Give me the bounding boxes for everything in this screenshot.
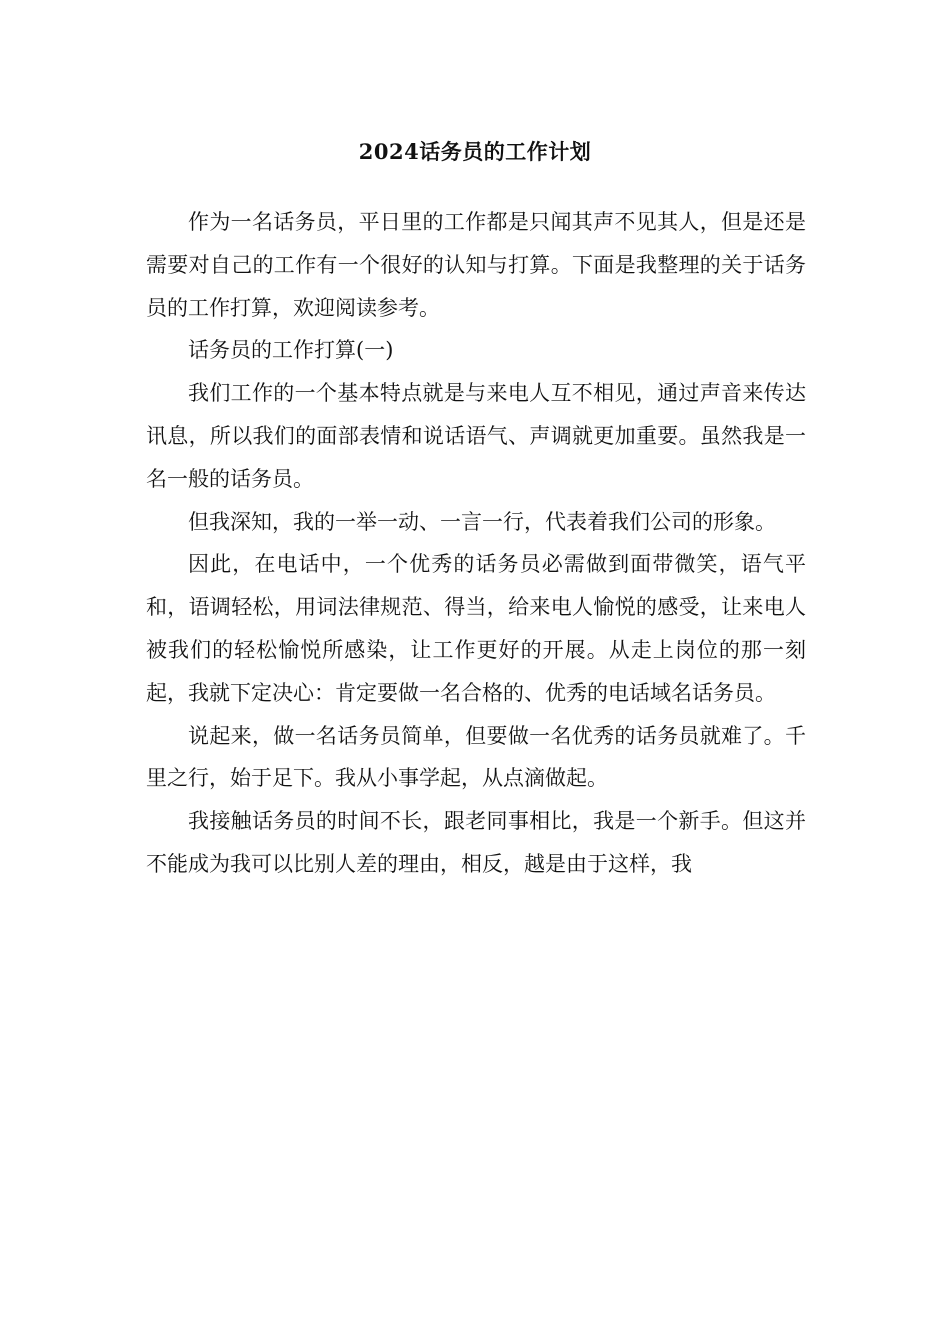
paragraph: 但我深知，我的一举一动、一言一行，代表着我们公司的形象。: [188, 509, 776, 534]
paragraph: 因此，在电话中，一个优秀的话务员必需做到面带微笑，语气平和，语调轻松，用词法律规范、得当，给来电人愉悦的感受，让来电人被我们的轻松愉悦所感染，让工作更好的开展。从走上岗位的那一刻起，我就下定决心：肯定要做一名合格的、优秀的电话域名话务员。: [146, 552, 806, 705]
paragraph: 说起来，做一名话务员简单，但要做一名优秀的话务员就难了。千里之行，始于足下。我从小事学起，从点滴做起。: [146, 723, 806, 791]
document-body: [146, 201, 806, 886]
document-title: 2024话务员的工作计划: [358, 139, 592, 164]
paragraph-intro: 作为一名话务员，平日里的工作都是只闻其声不见其人，但是还是需要对自己的工作有一个很好的认知与打算。下面是我整理的关于话务员的工作打算，欢迎阅读参考。: [146, 210, 806, 320]
paragraph: 我接触话务员的时间不长，跟老同事相比，我是一个新手。但这并不能成为我可以比别人差的理由，相反，越是由于这样，我: [146, 809, 806, 876]
section-heading: 话务员的工作打算(一): [188, 338, 394, 363]
paragraph: 我们工作的一个基本特点就是与来电人互不相见，通过声音来传达讯息，所以我们的面部表情和说话语气、声调就更加重要。虽然我是一名一般的话务员。: [146, 381, 806, 491]
